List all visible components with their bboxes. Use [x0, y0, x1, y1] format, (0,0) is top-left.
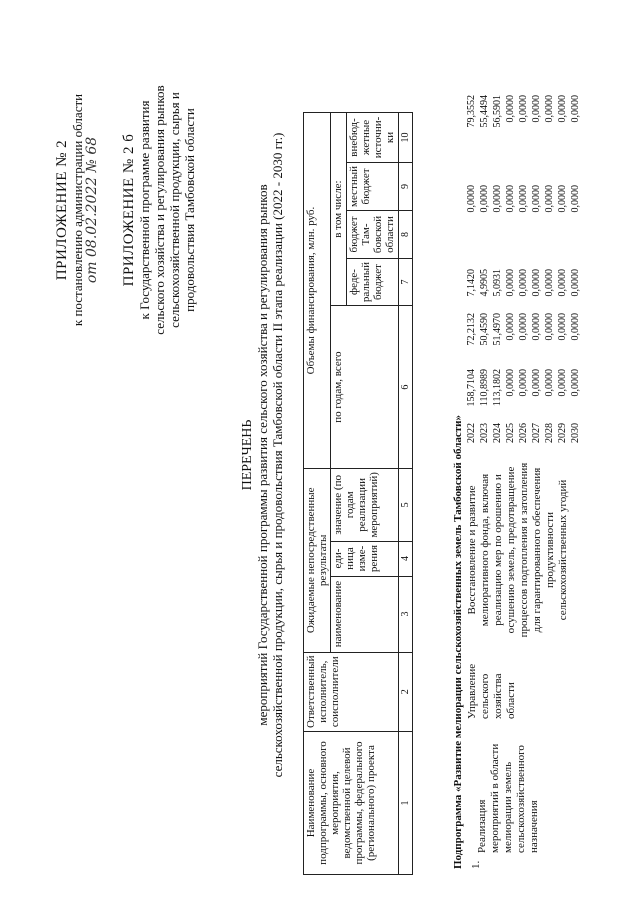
- col-name-header: наименование: [331, 576, 399, 652]
- year-cell-total: 0,0000: [570, 369, 581, 397]
- year-cell-extra: 0,0000: [531, 95, 542, 123]
- col-number: 6: [399, 306, 413, 469]
- col-by-year-header: по годам, всего: [331, 306, 399, 469]
- year-cell-reg: 0,0000: [518, 269, 529, 297]
- col-exec-header: Ответственный исполнитель, соисполнители: [304, 652, 399, 731]
- year-cell-extra: 0,0000: [570, 95, 581, 123]
- row-main-line: сельскохозяйственного: [515, 745, 527, 853]
- col-value-header: значение (по годам реализации мероприятий): [331, 469, 399, 541]
- row-result-cell: [466, 455, 570, 645]
- row-main-line: Реализация: [476, 799, 488, 853]
- row-result-line: сельскохозяйственных угодий: [557, 479, 569, 621]
- year-cell-reg: 0,0000: [557, 269, 568, 297]
- year-cell-total: 0,0000: [505, 369, 516, 397]
- handwritten-date: от 08.02.2022 № 68: [84, 136, 100, 284]
- row-result-line: продуктивности: [544, 512, 556, 588]
- sub-line: сельского хозяйства и регулирования рынков: [152, 85, 167, 335]
- year-cell-reg: 5,0931: [492, 269, 503, 297]
- year-cell-fed: 0,0000: [518, 313, 529, 341]
- col-funding-header: Объемы финансирования, млн. руб.: [304, 112, 331, 468]
- year-cell-local: 0,0000: [492, 185, 503, 213]
- year-cell-total: 158,7104: [466, 369, 477, 407]
- year-cell-total: 0,0000: [531, 369, 542, 397]
- year-cell-extra: 0,0000: [544, 95, 555, 123]
- year-cell-total: 0,0000: [544, 369, 555, 397]
- col-number: 4: [399, 541, 413, 576]
- year-cell-fed: 51,4970: [492, 313, 503, 346]
- subprogram-title: Подпрограмма «Развитие мелиорации сельскохозяйственных земель Тамбовской области»: [452, 414, 464, 869]
- appendix-header: [55, 45, 197, 375]
- year-cell-local: 0,0000: [544, 185, 555, 213]
- year-cell-year: 2028: [544, 423, 555, 443]
- year-cell-local: 0,0000: [570, 185, 581, 213]
- year-cell-reg: 4,9905: [479, 269, 490, 297]
- year-cell-extra: 0,0000: [505, 95, 516, 123]
- col-number: 2: [399, 652, 413, 731]
- year-cell-total: 0,0000: [557, 369, 568, 397]
- title-line: сельскохозяйственной продукции, сырья и продовольствия Тамбовской области II этапа реализации (2022 - 2030 гг.): [270, 132, 285, 778]
- row-result-line: реализацию мер по орошению и: [492, 474, 504, 626]
- year-cell-year: 2024: [492, 423, 503, 443]
- col-number: 3: [399, 576, 413, 652]
- row-result-line: Восстановление и развитие: [466, 485, 478, 615]
- year-cell-local: 0,0000: [505, 185, 516, 213]
- appendix-subtitle: ПРИЛОЖЕНИЕ № 2 б: [121, 133, 137, 287]
- row-exec-cell: [466, 664, 518, 719]
- year-cell-fed: 0,0000: [505, 313, 516, 341]
- year-cell-fed: 0,0000: [544, 313, 555, 341]
- year-cell-year: 2030: [570, 423, 581, 443]
- year-cell-total: 113,1802: [492, 369, 503, 407]
- year-cell-local: 0,0000: [466, 185, 477, 213]
- col-fed-header: феде-ральный бюджет: [347, 258, 399, 305]
- year-cell-reg: 7,1420: [466, 269, 477, 297]
- row-exec-line: хозяйства: [492, 673, 504, 719]
- col-extra-header: внебюд-жетные источни-ки: [347, 112, 399, 162]
- row-main-line: назначения: [528, 800, 540, 853]
- col-number: 10: [399, 112, 413, 162]
- year-cell-reg: 0,0000: [570, 269, 581, 297]
- year-cell-fed: 50,4590: [479, 313, 490, 346]
- year-cell-reg: 0,0000: [531, 269, 542, 297]
- sub-line: продовольствия Тамбовской области: [182, 108, 197, 312]
- document-title: [240, 115, 285, 795]
- year-cell-total: 0,0000: [518, 369, 529, 397]
- year-cell-reg: 0,0000: [505, 269, 516, 297]
- year-cell-year: 2022: [466, 423, 477, 443]
- year-cell-fed: 0,0000: [531, 313, 542, 341]
- title-line: мероприятий Государственной программы развития сельского хозяйства и регулирования рынков: [255, 184, 270, 726]
- year-cell-extra: 0,0000: [557, 95, 568, 123]
- row-result-line: мелиоративного фонда, включая: [479, 473, 491, 627]
- year-cell-fed: 0,0000: [570, 313, 581, 341]
- year-cell-fed: 0,0000: [557, 313, 568, 341]
- year-cell-extra: 79,3552: [466, 95, 477, 128]
- row-exec-line: области: [505, 682, 517, 719]
- col-number: 8: [399, 210, 413, 258]
- year-cell-year: 2027: [531, 423, 542, 443]
- year-cell-extra: 55,4494: [479, 95, 490, 128]
- funding-table: [303, 112, 413, 875]
- col-results-header: Ожидаемые непосредственные результаты: [304, 469, 331, 652]
- year-cell-extra: 56,5901: [492, 95, 503, 128]
- row-main-line: мероприятий в области: [489, 743, 501, 853]
- col-unit-header: еди-ница изме-рения: [331, 541, 399, 576]
- row-exec-line: Управление: [466, 663, 478, 719]
- col-number: 5: [399, 469, 413, 541]
- col-reg-header: бюджет Там-бовской области: [347, 210, 399, 258]
- year-cell-reg: 0,0000: [544, 269, 555, 297]
- row-result-line: для гарантированного обеспечения: [531, 467, 543, 633]
- sub-line: к Государственной программе развития: [137, 100, 152, 320]
- year-cell-year: 2029: [557, 423, 568, 443]
- year-cell-local: 0,0000: [531, 185, 542, 213]
- decree-line: к постановлению администрации области: [70, 93, 85, 327]
- col-number: 7: [399, 258, 413, 305]
- row-main-cell: [476, 744, 541, 853]
- col-number: 1: [399, 732, 413, 875]
- row-result-line: осушению земель, предотвращение: [505, 466, 517, 634]
- year-cell-total: 110,8989: [479, 369, 490, 407]
- year-cell-local: 0,0000: [479, 185, 490, 213]
- year-cell-local: 0,0000: [518, 185, 529, 213]
- row-result-line: процессов подтопления и затопления: [518, 462, 530, 638]
- row-main-line: мелиорации земель: [502, 761, 514, 853]
- col-incl-header: в том числе:: [331, 112, 347, 305]
- year-cell-year: 2023: [479, 423, 490, 443]
- sub-line: сельскохозяйственной продукции, сырья и: [167, 92, 182, 328]
- title-heading: ПЕРЕЧЕНЬ: [240, 419, 255, 491]
- year-cell-local: 0,0000: [557, 185, 568, 213]
- year-cell-extra: 0,0000: [518, 95, 529, 123]
- col-number: 9: [399, 162, 413, 210]
- col-main-header: Наименование подпрограммы, основного мероприятия, ведомственной целевой программы, федерального (регионального) проекта: [304, 732, 399, 875]
- year-cell-year: 2025: [505, 423, 516, 443]
- row-exec-line: сельского: [479, 673, 491, 719]
- year-cell-fed: 72,2132: [466, 313, 477, 346]
- row-number: 1.: [470, 860, 482, 869]
- col-local-header: местный бюджет: [347, 162, 399, 210]
- year-cell-year: 2026: [518, 423, 529, 443]
- appendix-title: ПРИЛОЖЕНИЕ № 2: [54, 139, 70, 281]
